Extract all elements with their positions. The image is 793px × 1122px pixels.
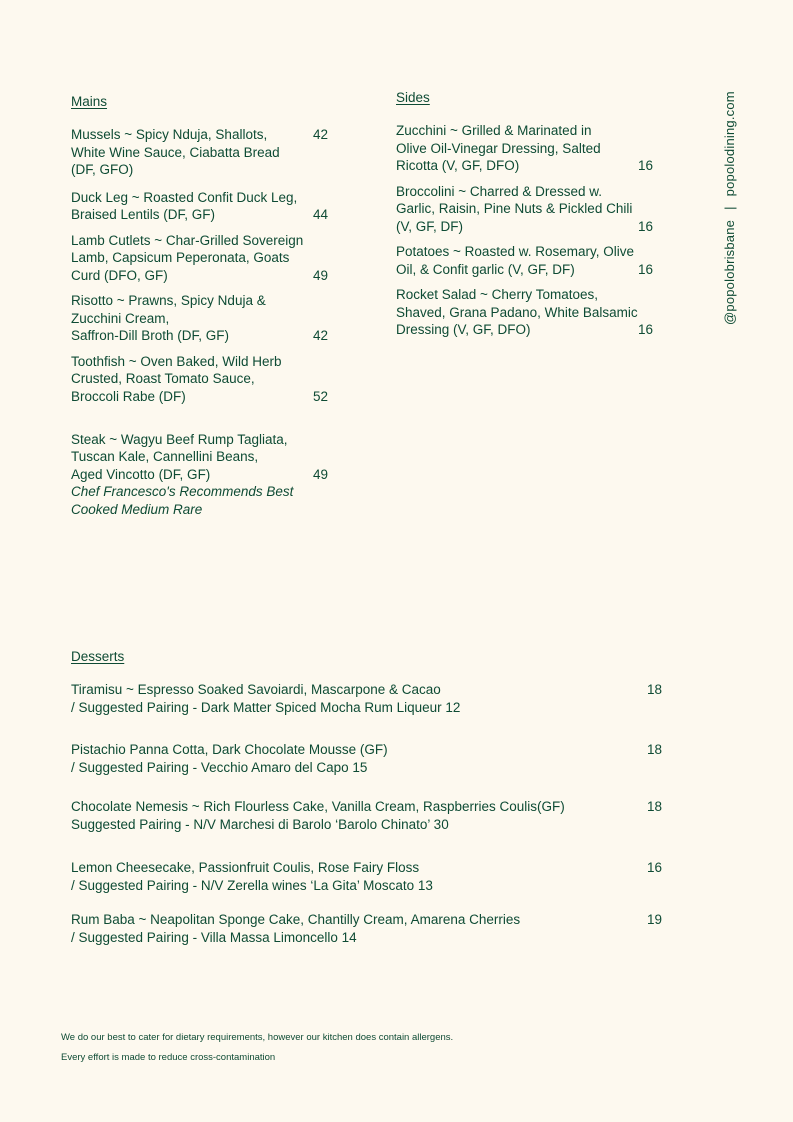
item-description: Risotto ~ Prawns, Spicy Nduja & Zucchini Cream, Saffron-Dill Broth (DF, GF) (71, 293, 266, 343)
menu-item (396, 122, 654, 175)
dessert-price: 18 (646, 682, 662, 697)
dessert-pairing: Suggested Pairing - N/V Marchesi di Barolo ‘Barolo Chinato’ 30 (71, 816, 449, 832)
item-description (71, 413, 329, 483)
dessert-item (71, 859, 666, 894)
menu-item (396, 243, 654, 278)
item-price: 49 (313, 466, 329, 482)
item-description: Potatoes ~ Roasted w. Rosemary, Olive Oil, & Confit garlic (V, GF, DF) (396, 244, 634, 277)
website-link[interactable]: popolodining.com (722, 91, 737, 197)
menu-item (71, 189, 329, 224)
menu-item (71, 126, 329, 179)
dessert-item (71, 741, 666, 776)
dessert-item (71, 798, 666, 833)
dessert-item (71, 911, 666, 946)
allergen-disclaimer: We do our best to cater for dietary requirements, however our kitchen does contain allergens. (61, 1032, 454, 1043)
item-price: 16 (638, 218, 654, 234)
menu-item (71, 353, 329, 406)
item-description: Mussels ~ Spicy Nduja, Shallots, White Wine Sauce, Ciabatta Bread (DF, GFO) (71, 127, 280, 177)
chef-note: Chef Francesco's Recommends Best Cooked Medium Rare (71, 484, 294, 517)
dessert-price: 19 (646, 912, 662, 927)
item-price: 16 (638, 322, 654, 337)
dessert-pairing: / Suggested Pairing - N/V Zerella wines ‘La Gita’ Moscato 13 (71, 877, 433, 893)
item-description-text: Steak ~ Wagyu Beef Rump Tagliata, Tuscan Kale, Cannellini Beans, Aged Vincotto (DF, GF) (71, 431, 288, 482)
item-price: 52 (313, 388, 329, 404)
item-price: 42 (313, 328, 329, 343)
item-description: Rocket Salad ~ Cherry Tomatoes, Shaved, Grana Padano, White Balsamic Dressing (V, GF, DFO) (396, 287, 638, 337)
sides-heading: Sides (396, 90, 430, 105)
separator: | (722, 206, 737, 210)
dessert-description: Pistachio Panna Cotta, Dark Chocolate Mousse (GF) (71, 742, 388, 757)
dessert-pairing: / Suggested Pairing - Vecchio Amaro del Capo 15 (71, 759, 368, 775)
desserts-heading: Desserts (71, 649, 125, 664)
dessert-price: 18 (646, 799, 662, 814)
dessert-price: 16 (646, 860, 662, 875)
dessert-pairing: / Suggested Pairing - Dark Matter Spiced Mocha Rum Liqueur 12 (71, 699, 461, 715)
item-price: 16 (638, 261, 654, 277)
social-links (722, 91, 737, 325)
menu-item (71, 292, 329, 345)
dessert-description: Chocolate Nemesis ~ Rich Flourless Cake, Vanilla Cream, Raspberries Coulis(GF) (71, 799, 565, 814)
mains-list (71, 126, 329, 527)
instagram-handle[interactable]: @popolobrisbane (722, 219, 737, 325)
menu-item (71, 232, 329, 285)
item-description: Zucchini ~ Grilled & Marinated in Olive Oil-Vinegar Dressing, Salted Ricotta (V, GF, DFO) (396, 123, 601, 173)
dessert-item (71, 681, 666, 716)
dessert-price: 18 (646, 742, 662, 757)
item-price: 49 (313, 267, 329, 283)
menu-item (396, 286, 654, 339)
dessert-description: Rum Baba ~ Neapolitan Sponge Cake, Chantilly Cream, Amarena Cherries (71, 912, 521, 927)
item-price: 44 (313, 207, 329, 222)
item-description: Toothfish ~ Oven Baked, Wild Herb Crusted, Roast Tomato Sauce, Broccoli Rabe (DF) (71, 353, 282, 404)
item-description: Duck Leg ~ Roasted Confit Duck Leg, Braised Lentils (DF, GF) (71, 189, 298, 222)
sides-list (396, 122, 654, 348)
cross-contamination-note: Every effort is made to reduce cross-contamination (61, 1052, 276, 1063)
menu-item (71, 413, 329, 518)
item-description: Lamb Cutlets ~ Char-Grilled Sovereign Lamb, Capsicum Peperonata, Goats Curd (DFO, GF) (71, 232, 304, 283)
mains-heading: Mains (71, 94, 108, 109)
item-description: Broccolini ~ Charred & Dressed w. Garlic, Raisin, Pine Nuts & Pickled Chili (V, GF, DF) (396, 183, 633, 234)
item-price: 42 (313, 127, 329, 142)
menu-item (396, 183, 654, 236)
dessert-description: Tiramisu ~ Espresso Soaked Savoiardi, Mascarpone & Cacao (71, 682, 441, 697)
dessert-description: Lemon Cheesecake, Passionfruit Coulis, Rose Fairy Floss (71, 860, 420, 875)
dessert-pairing: / Suggested Pairing - Villa Massa Limoncello 14 (71, 929, 357, 945)
item-price: 16 (638, 158, 654, 173)
